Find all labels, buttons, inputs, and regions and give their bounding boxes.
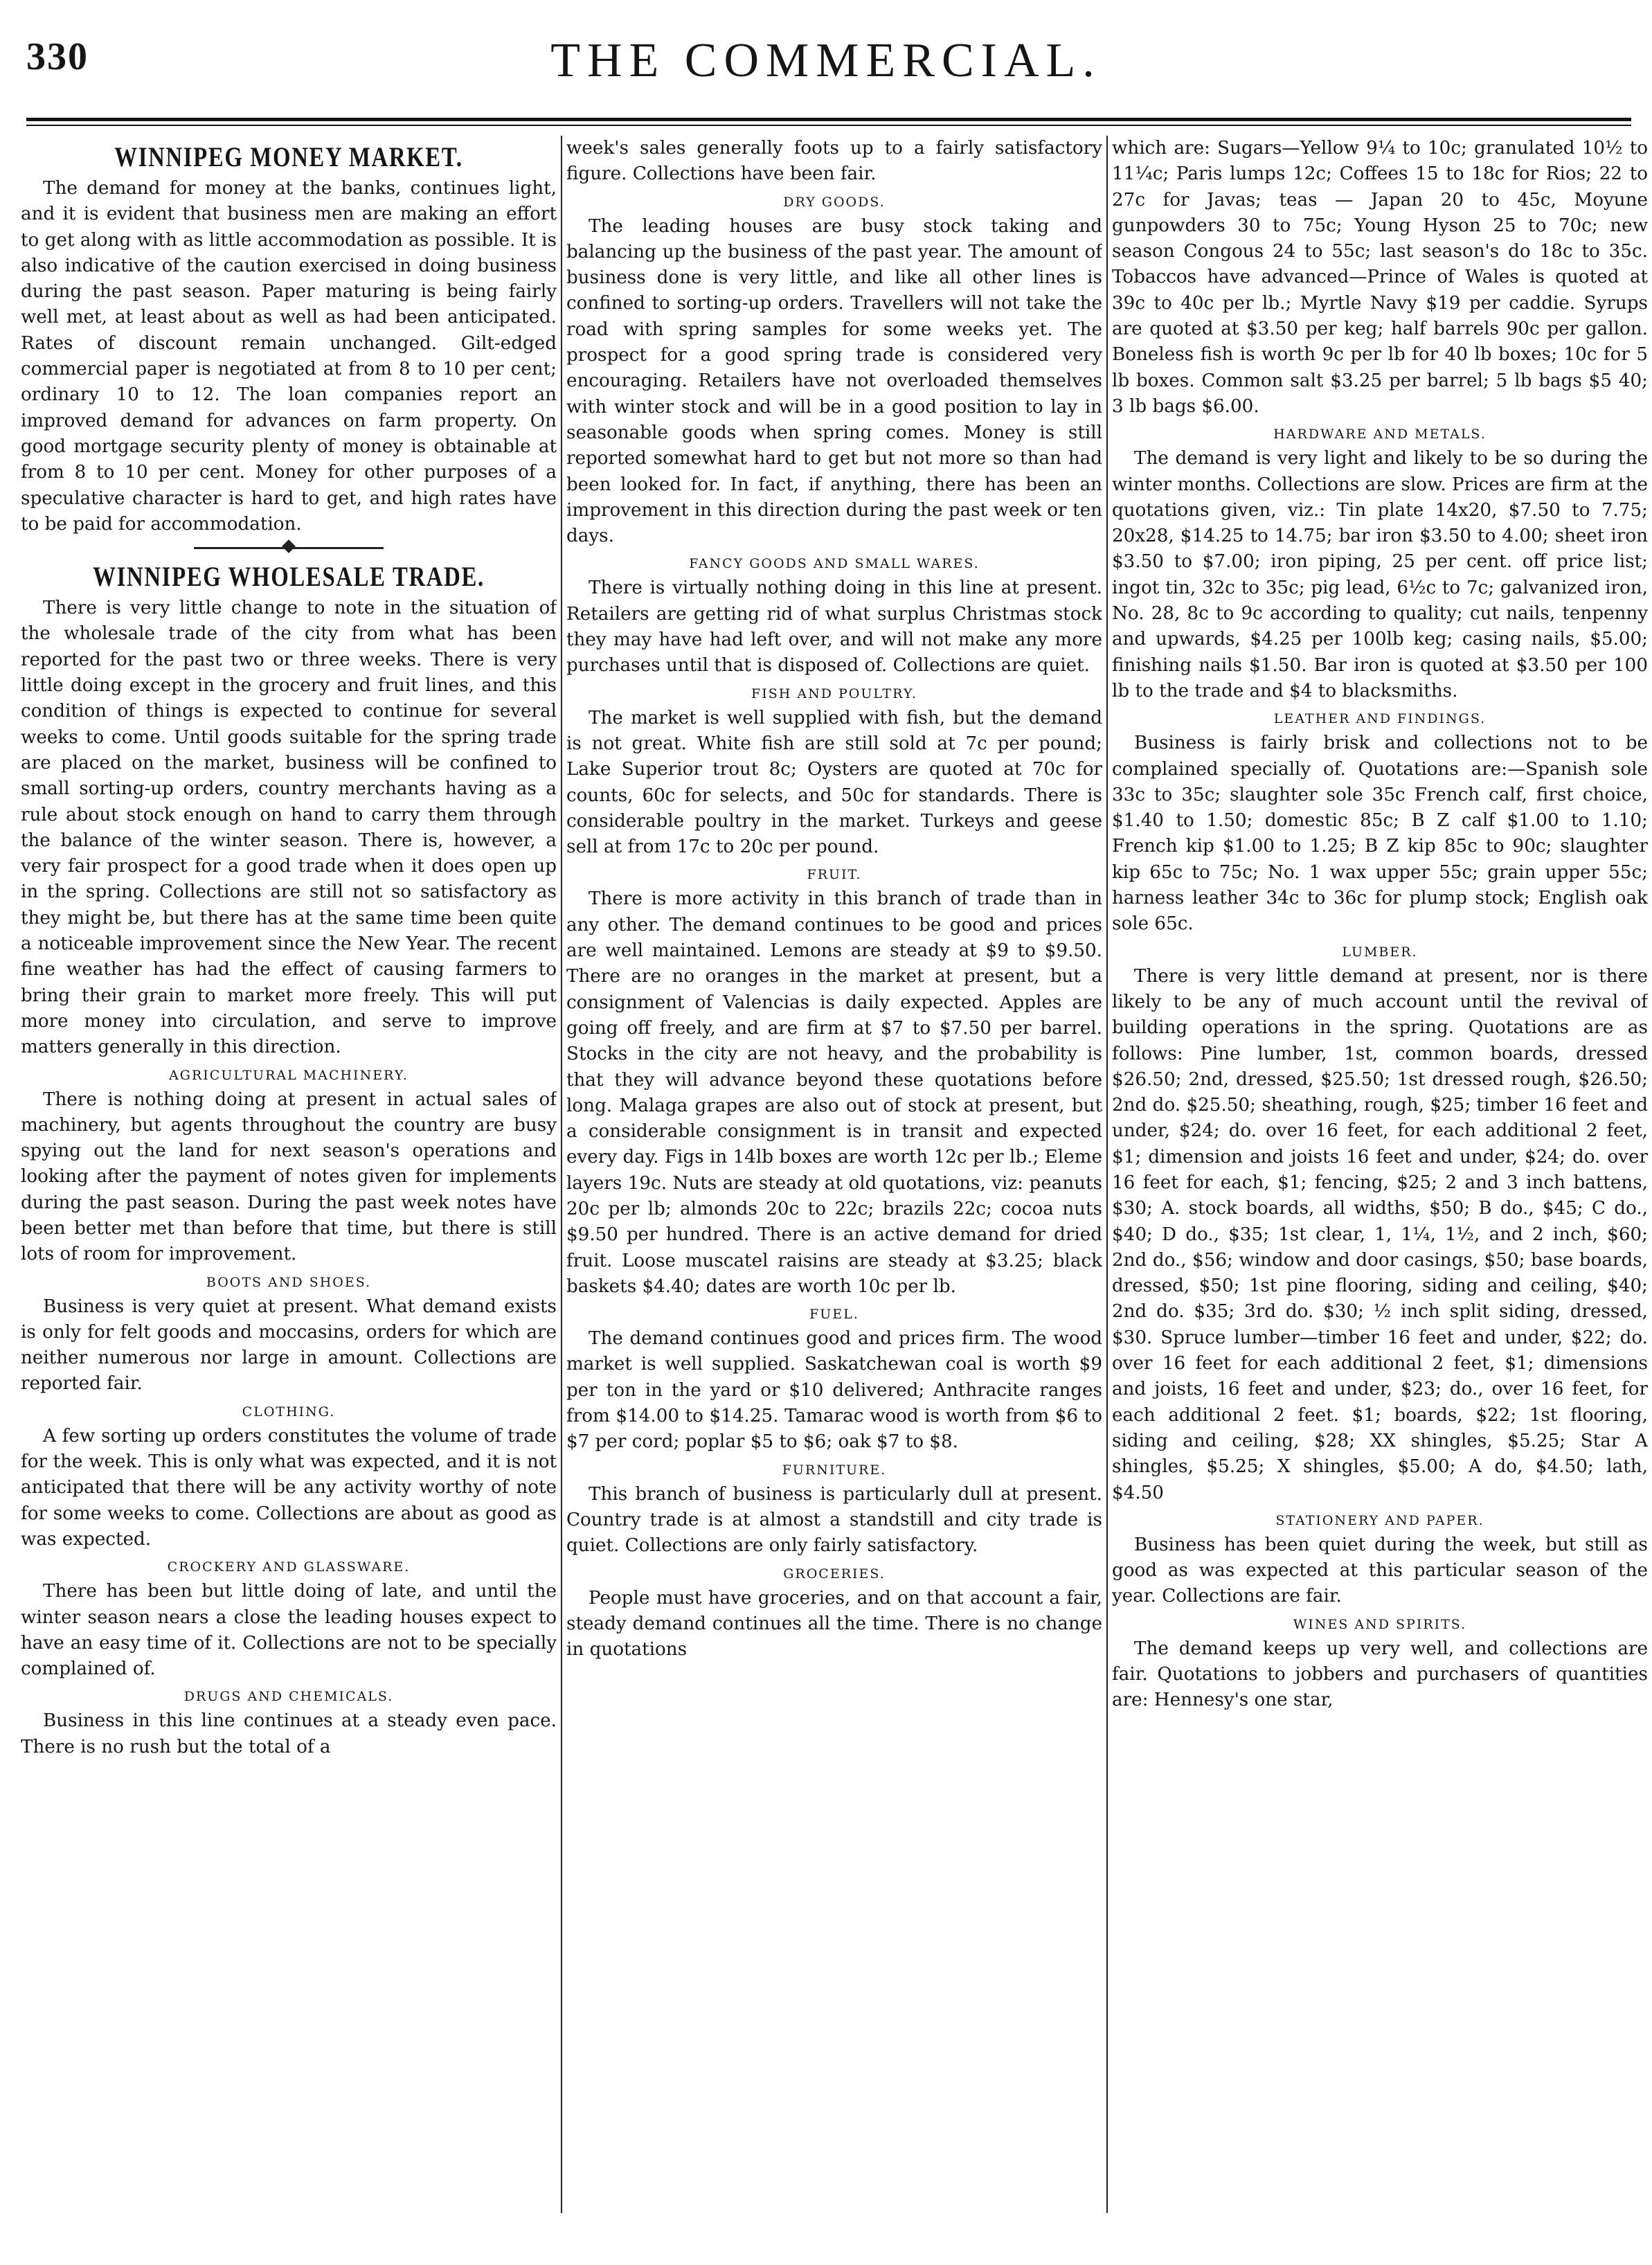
column-3 <box>1112 136 1648 2213</box>
page-number: 330 <box>26 35 89 78</box>
subhead-stationery: STATIONERY AND PAPER. <box>1275 1512 1484 1528</box>
subhead-wines: WINES AND SPIRITS. <box>1293 1616 1467 1632</box>
paragraph-crockery: There has been but little doing of late, and until the winter season nears a close the leading houses expect to have an easy time of it. Collections are not to be specially complained of. <box>21 1581 557 1680</box>
subhead-agricultural-machinery: AGRICULTURAL MACHINERY. <box>169 1067 408 1083</box>
subhead-drugs: DRUGS AND CHEMICALS. <box>183 1689 394 1705</box>
paragraph-lumber: There is very little demand at present, nor is there likely to be any of much account until the revival of building operations in the spring. Quotations are as follows: Pine lumber, 1st, common boards, dressed $26.50; 2nd, dressed, $25.50; 1st dressed rough, $26.50; 2nd do. $25.50; sheathing, rough, $25; timber 16 feet and under, $24; do. over 16 feet, for each additional 2 feet, $1; dimension and joists 16 feet and under, $24; do. over 16 feet for each, $1; fencing, $25; 2 and 3 inch battens, $30; A. stock boards, all widths, $50; B do., $45; C do., $40; D do., $35; 1st clear, 1, 1¼, 1½, and 2 inch, $60; 2nd do., $56; window and door casings, $50; base boards, dressed, $50; 1st pine flooring, siding and ceiling, $40; 2nd do. $35; 3rd do. $30; ½ inch split siding, dressed, $30. Spruce lumber—timber 16 feet and under, $22; do. over 16 feet for each additional 2 feet, $1; dimensions and joists, 16 feet and under, $23; do., over 16 feet, for each additional 2 feet. $1; boards, $22; 1st flooring, siding and ceiling, $28; XX shingles, $5.25; Star A shingles, $5.25; X shingles, $5.00; A do, $4.50; lath, $4.50 <box>1112 965 1648 1503</box>
subhead-boots-and-shoes: BOOTS AND SHOES. <box>206 1274 372 1290</box>
paragraph-stationery: Business has been quiet during the week, but still as good as was expected at this particular season of the year. Collections are fair. <box>1112 1534 1648 1607</box>
subhead-groceries: GROCERIES. <box>783 1566 886 1582</box>
subhead-leather: LEATHER AND FINDINGS. <box>1273 711 1487 727</box>
section-ornament <box>21 540 557 555</box>
paragraph-groceries-continued: which are: Sugars—Yellow 9¼ to 10c; granulated 10½ to 11¼c; Paris lumps 12c; Coffees 15 to 18c for Rios; 22 to 27c for Javas; teas — Japan 20 to 45c, Moyune gunpowders 30 to 75c; Young Hyson 25 to 70c; new season Congous 24 to 55c; last season's do 18c to 35c. Tobaccos have advanced—Prince of Wales is quoted at 39c to 40c per lb.; Myrtle Navy $19 per caddie. Syrups are quoted at $3.50 per keg; half barrels 90c per gallon. Boneless fish is worth 9c per lb for 40 lb boxes; 10c for 5 lb boxes. Common salt $3.25 per barrel; 5 lb bags $5 40; 3 lb bags $6.00. <box>1112 138 1648 417</box>
paragraph-boots-and-shoes: Business is very quiet at present. What demand exists is only for felt goods and moccasins, orders for which are neither numerous nor large in amount. Collections are reported fair. <box>21 1296 557 1395</box>
headline-money-market: WINNIPEG MONEY MARKET. <box>114 141 463 172</box>
newspaper-title: THE COMMERCIAL. <box>550 34 1102 87</box>
subhead-clothing: CLOTHING. <box>242 1404 336 1420</box>
column-1 <box>21 136 557 2213</box>
subhead-hardware: HARDWARE AND METALS. <box>1273 427 1487 442</box>
subhead-fancy-goods: FANCY GOODS AND SMALL WARES. <box>689 556 980 572</box>
paragraph-hardware: The demand is very light and likely to be so during the winter months. Collections are slow. Prices are firm at the quotations given, viz.: Tin plate 14x20, $7.50 to 7.75; 20x28, $14.25 to 14.75; bar iron $3.50 to 4.00; sheet iron $3.50 to $7.00; iron piping, 25 per cent. off price list; ingot tin, 32c to 35c; pig lead, 6½c to 7c; galvanized iron, No. 28, 8c to 9c according to quality; cut nails, tenpenny and upwards, $4.25 per 100lb keg; casing nails, $5.00; finishing nails $1.50. Bar iron is quoted at $3.50 per 100 lb to the trade and $4 to blacksmiths. <box>1112 448 1648 701</box>
paragraph-furniture: This branch of business is particularly dull at present. Country trade is at almost a standstill and city trade is quiet. Collections are only fairly satisfactory. <box>566 1483 1102 1557</box>
masthead-rule-thin <box>26 125 1631 126</box>
masthead <box>0 0 1652 132</box>
paragraph-fruit: There is more activity in this branch of trade than in any other. The demand continues to be good and prices are well maintained. Lemons are steady at $9 to $9.50. There are no oranges in the market at present, but a consignment of Valencias is daily expected. Apples are going off freely, and are firm at $7 to $7.50 per barrel. Stocks in the city are not heavy, and the probability is that they will advance beyond these quotations before long. Malaga grapes are also out of stock at present, but a considerable consignment is in transit and expected every day. Figs in 14lb boxes are worth 12c per lb.; Eleme layers 19c. Nuts are steady at old quotations, viz: peanuts 20c per lb; almonds 20c to 22c; brazils 22c; cocoa nuts $9.50 per hundred. There is an active demand for dried fruit. Loose muscatel raisins are steady at $3.25; black baskets $4.40; dates are worth 10c per lb. <box>566 888 1102 1297</box>
article-wholesale-trade: There is very little change to note in the situation of the wholesale trade of the city from what has been reported for the past two or three weeks. There is very little doing except in the grocery and fruit lines, and this condition of things is expected to continue for several weeks to come. Until goods suitable for the spring trade are placed on the market, business will be confined to small sorting-up orders, country merchants having as a rule about stock enough on hand to carry them through the balance of the winter season. There is, however, a very fair prospect for a good trade when it does open up in the spring. Collections are still not so satisfactory as they might be, but there has at the same time been quite a noticeable improvement since the New Year. The recent fine weather has had the effect of causing farmers to bring their grain to market more freely. This will put more money into circulation, and serve to improve matters generally in this direction. <box>21 598 557 1058</box>
paragraph-fuel: The demand continues good and prices firm. The wood market is well supplied. Saskatchewan coal is worth $9 per ton in the yard or $10 delivered; Anthracite ranges from $14.00 to $14.25. Tamarac wood is worth from $6 to $7 per cord; poplar $5 to $6; oak $7 to $8. <box>566 1328 1102 1453</box>
paragraph-leather: Business is fairly brisk and collections not to be complained specially of. Quotations are:—Spanish sole 33c to 35c; slaughter sole 35c French calf, first choice, $1.40 to 1.50; domestic 85c; B Z calf $1.00 to 1.10; French kip $1.00 to 1.25; B Z kip 85c to 90c; slaughter kip 65c to 75c; No. 1 wax upper 55c; grain upper 55c; harness leather 34c to 36c for plump stock; English oak sole 65c. <box>1112 733 1648 935</box>
paragraph-drugs: Business in this line continues at a steady even pace. There is no rush but the total of a <box>21 1710 557 1757</box>
paragraph-fancy-goods: There is virtually nothing doing in this line at present. Retailers are getting rid of what surplus Christmas stock they may have had left over, and will not make any more purchases until that is disposed of. Collections are quiet. <box>566 578 1102 677</box>
paragraph-dry-goods: The leading houses are busy stock taking and balancing up the business of the past year. The amount of business done is very little, and like all other lines is confined to sorting-up orders. Travellers will not take the road with spring samples for some weeks yet. The prospect for a good spring trade is considered very encouraging. Retailers have not overloaded themselves with winter stock and will be in a good position to lay in seasonable goods when spring comes. Money is still reported somewhat hard to get but not more so than had been looked for. In fact, if anything, there has been an improvement in this direction during the past week or ten days. <box>566 215 1102 547</box>
column-2 <box>566 136 1102 2213</box>
subhead-fuel: FUEL. <box>809 1307 859 1323</box>
subhead-dry-goods: DRY GOODS. <box>783 194 886 210</box>
column-divider <box>1106 136 1108 2213</box>
paragraph-wines: The demand keeps up very well, and collections are fair. Quotations to jobbers and purchasers of quantities are: Hennesy's one star, <box>1112 1638 1648 1711</box>
paragraph-agricultural-machinery: There is nothing doing at present in actual sales of machinery, but agents throughout the country are busy spying out the land for next season's operations and looking after the payment of notes given for implements during the past season. During the past week notes have been better met than before that time, but there is still lots of room for improvement. <box>21 1089 557 1265</box>
paragraph-drugs-continued: week's sales generally foots up to a fairly satisfactory figure. Collections have been fair. <box>566 138 1102 185</box>
masthead-rule <box>26 118 1631 121</box>
paragraph-groceries: People must have groceries, and on that account a fair, steady demand continues all the time. There is no change in quotations <box>566 1587 1102 1660</box>
subhead-fruit: FRUIT. <box>807 867 862 883</box>
article-money-market: The demand for money at the banks, continues light, and it is evident that business men are making an effort to get along with as little accommodation as possible. It is also indicative of the caution exercised in doing business during the past season. Paper maturing is being fairly well met, at least about as well as had been anticipated. Rates of discount remain unchanged. Gilt-edged commercial paper is negotiated at from 8 to 10 per cent; ordinary 10 to 12. The loan companies report an improved demand for advances on farm property. On good mortgage security plenty of money is obtainable at from 8 to 10 per cent. Money for other purposes of a speculative character is hard to get, and high rates have to be paid for accommodation. <box>21 178 557 535</box>
column-divider <box>561 136 562 2213</box>
headline-wholesale-trade: WINNIPEG WHOLESALE TRADE. <box>93 561 485 593</box>
subhead-crockery: CROCKERY AND GLASSWARE. <box>167 1559 411 1575</box>
paragraph-fish-poultry: The market is well supplied with fish, but the demand is not great. White fish are still sold at 7c per pound; Lake Superior trout 8c; Oysters are quoted at 70c for counts, 60c for selects, and 50c for standards. There is considerable poultry in the market. Turkeys and geese sell at from 17c to 20c per pound. <box>566 707 1102 858</box>
subhead-lumber: LUMBER. <box>1342 944 1418 960</box>
paragraph-clothing: A few sorting up orders constitutes the volume of trade for the week. This is only what was expected, and it is not anticipated that there will be any activity worthy of note for some weeks to come. Collections are about as good as was expected. <box>21 1425 557 1550</box>
subhead-fish-poultry: FISH AND POULTRY. <box>751 686 917 701</box>
subhead-furniture: FURNITURE. <box>782 1462 887 1478</box>
